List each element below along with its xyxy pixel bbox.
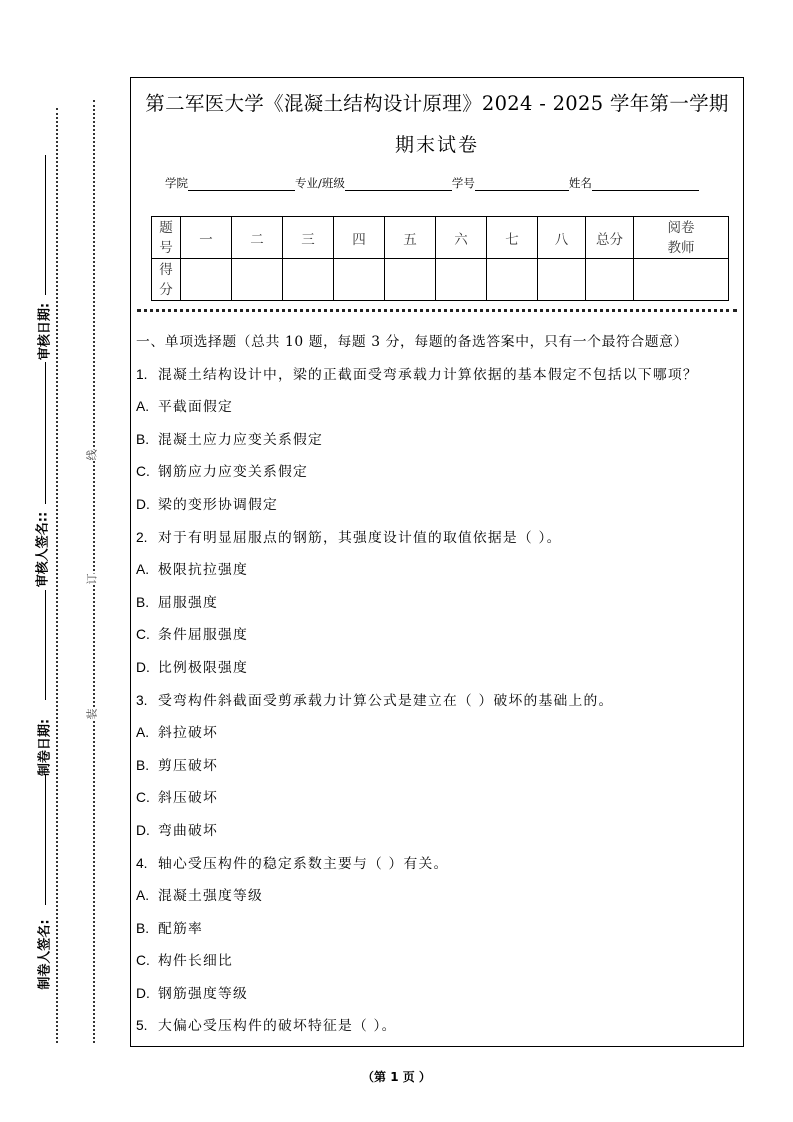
q1-option-a[interactable]: A. 平截面假定	[136, 399, 233, 416]
dotted-separator	[137, 309, 737, 312]
score-cell-8[interactable]	[538, 259, 586, 301]
name-field[interactable]	[592, 178, 699, 191]
q4-option-a[interactable]: A. 混凝土强度等级	[136, 888, 263, 905]
questions-section	[136, 326, 739, 1043]
binding-char-line: 线	[85, 449, 99, 461]
reviewer-signature-line	[45, 362, 46, 504]
reviewer-date-label: 审核日期:	[37, 302, 53, 361]
q4-option-b[interactable]: B. 配筋率	[136, 920, 203, 937]
col-2: 二	[232, 217, 283, 259]
q2-option-d[interactable]: D. 比例极限强度	[136, 659, 248, 676]
q4-option-d[interactable]: D. 钢筋强度等级	[136, 985, 248, 1002]
score-table	[151, 216, 729, 301]
page-number: （第 1 页 ）	[362, 1070, 431, 1084]
col-4: 四	[334, 217, 385, 259]
q3-option-a[interactable]: A. 斜拉破坏	[136, 725, 218, 742]
col-5: 五	[385, 217, 436, 259]
inner-dotted-line	[93, 100, 95, 1043]
score-cell-4[interactable]	[334, 259, 385, 301]
score-cell-3[interactable]	[283, 259, 334, 301]
reviewer-signature-label: 审核人签名::	[35, 511, 51, 588]
section-heading: 一、单项选择题（总共 10 题，每题 3 分，每题的备选答案中，只有一个最符合题意）	[136, 334, 688, 350]
maker-signature-label: 制卷人签名:	[37, 919, 53, 990]
col-7: 七	[487, 217, 538, 259]
q2-option-b[interactable]: B. 屈服强度	[136, 594, 218, 611]
exam-title: 第二军医大学《混凝土结构设计原理》2024 - 2025 学年第一学期	[145, 92, 729, 115]
score-cell-7[interactable]	[487, 259, 538, 301]
q1-option-b[interactable]: B. 混凝土应力应变关系假定	[136, 431, 323, 448]
q2-option-a[interactable]: A. 极限抗拉强度	[136, 562, 248, 579]
student-id-label: 学号	[451, 176, 475, 190]
row-head-question-number: 题号	[152, 217, 181, 259]
q3-option-b[interactable]: B. 剪压破坏	[136, 757, 218, 774]
binding-char-staple: 订	[85, 573, 99, 585]
student-id-field[interactable]	[475, 178, 569, 191]
major-class-field[interactable]	[345, 178, 452, 191]
major-class-label: 专业/班级	[295, 176, 345, 190]
score-row	[152, 259, 729, 301]
exam-subtitle: 期末试卷	[394, 134, 479, 156]
col-total: 总分	[586, 217, 634, 259]
college-field[interactable]	[188, 178, 295, 191]
q1-option-c[interactable]: C. 钢筋应力应变关系假定	[136, 464, 308, 481]
score-cell-total[interactable]	[586, 259, 634, 301]
q4-option-c[interactable]: C. 构件长细比	[136, 953, 233, 970]
question-2: 2. 对于有明显屈服点的钢筋，其强度设计值的取值依据是（ ）。	[136, 529, 562, 546]
score-cell-6[interactable]	[436, 259, 487, 301]
col-3: 三	[283, 217, 334, 259]
maker-date-label: 制卷日期:	[37, 718, 53, 777]
score-cell-grader[interactable]	[634, 259, 729, 301]
reviewer-date-line	[45, 155, 46, 295]
student-info-row	[165, 175, 699, 191]
question-4: 4. 轴心受压构件的稳定系数主要与（ ）有关。	[136, 855, 449, 872]
q2-option-c[interactable]: C. 条件屈服强度	[136, 627, 248, 644]
q3-option-d[interactable]: D. 弯曲破坏	[136, 822, 218, 839]
maker-signature-line	[45, 775, 46, 905]
name-label: 姓名	[568, 176, 592, 190]
score-cell-2[interactable]	[232, 259, 283, 301]
score-cell-5[interactable]	[385, 259, 436, 301]
question-1: 1. 混凝土结构设计中，梁的正截面受弯承载力计算依据的基本假定不包括以下哪项？	[136, 366, 698, 383]
col-6: 六	[436, 217, 487, 259]
question-5: 5. 大偏心受压构件的破坏特征是（ ）。	[136, 1018, 397, 1035]
score-cell-1[interactable]	[181, 259, 232, 301]
col-grader: 阅卷教师	[634, 217, 729, 259]
exam-frame	[130, 77, 744, 1047]
col-8: 八	[538, 217, 586, 259]
q1-option-d[interactable]: D. 梁的变形协调假定	[136, 496, 278, 513]
outer-dotted-line	[56, 108, 58, 1043]
college-label: 学院	[165, 176, 188, 190]
col-1: 一	[181, 217, 232, 259]
binding-char-bind: 装	[85, 708, 99, 720]
q3-option-c[interactable]: C. 斜压破坏	[136, 790, 218, 807]
maker-date-line	[45, 590, 46, 700]
row-head-score: 得分	[152, 259, 181, 301]
question-3: 3. 受弯构件斜截面受剪承载力计算公式是建立在（ ）破坏的基础上的。	[136, 692, 614, 709]
question-number-row	[152, 217, 729, 259]
